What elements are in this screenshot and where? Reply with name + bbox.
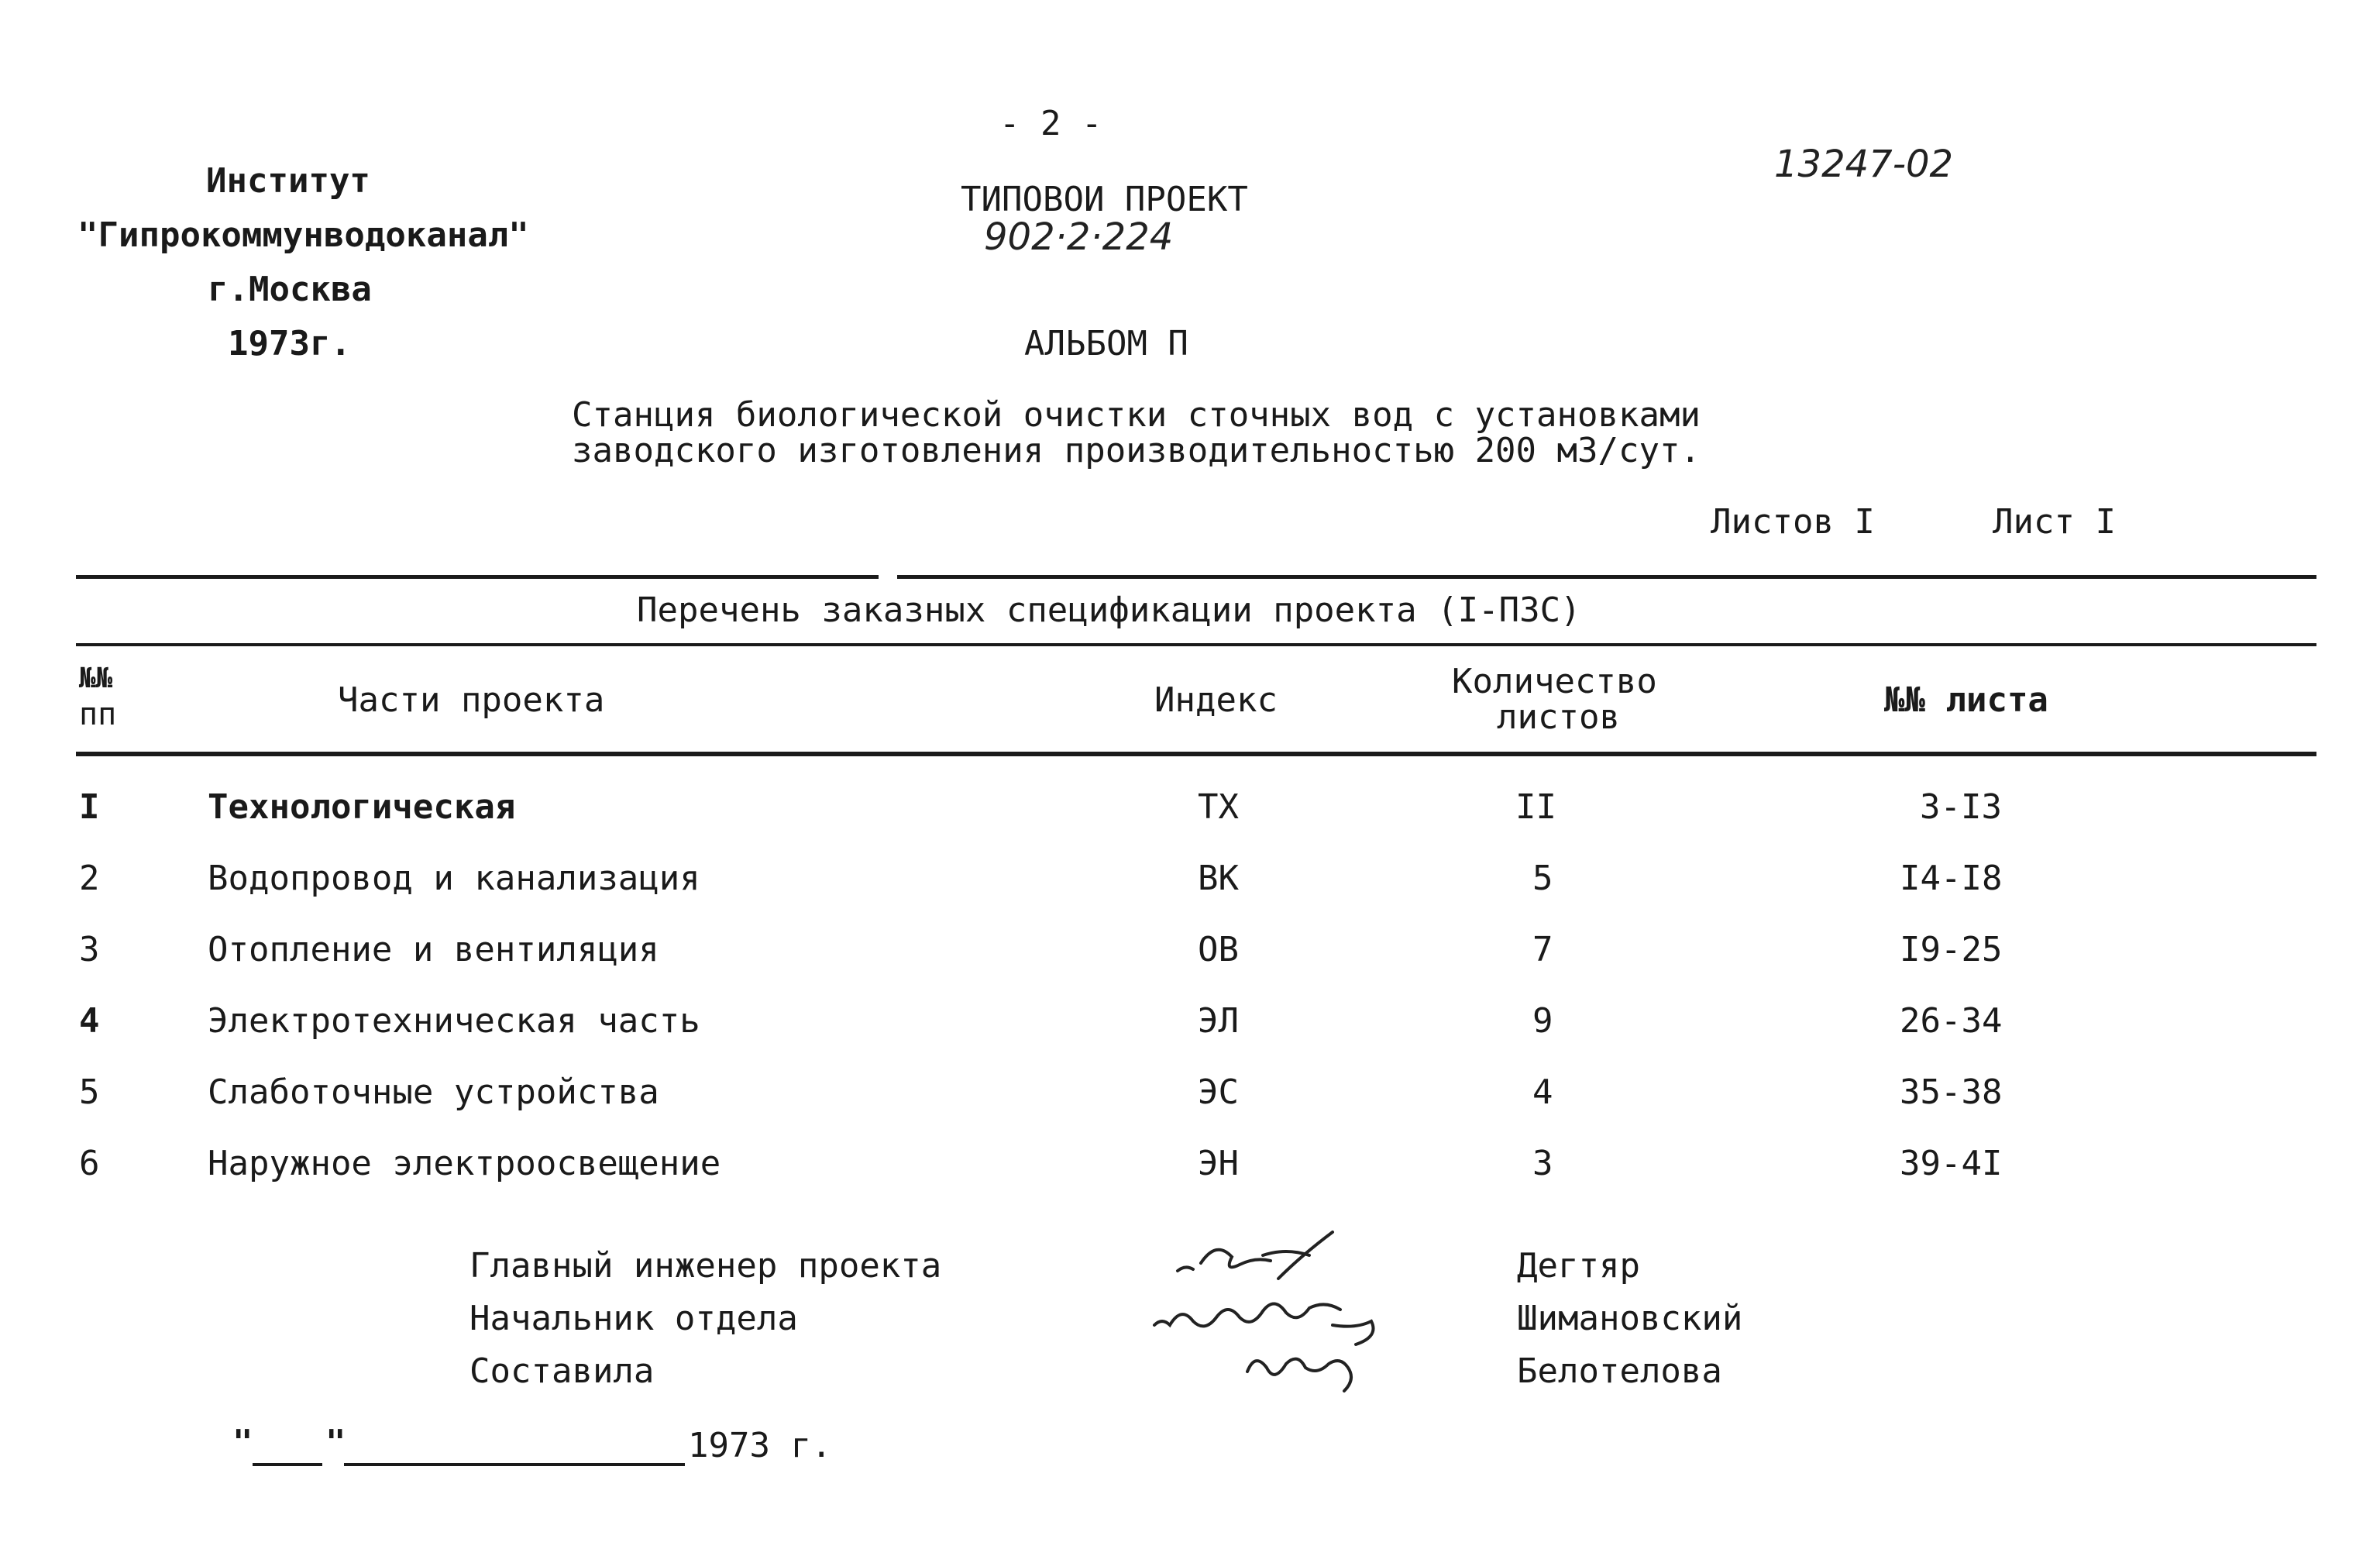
date-quote-open: " — [232, 1423, 253, 1462]
row-sheets: 26-34 — [1900, 1001, 2003, 1041]
row-num: 3 — [79, 930, 100, 969]
row-sheets: 35-38 — [1900, 1072, 2003, 1112]
row-index: ЭЛ — [1198, 1001, 1239, 1041]
row-part: Водопровод и канализация — [208, 859, 700, 898]
row-part: Технологическая — [208, 787, 516, 827]
role-chief-engineer: Главный инженер проекта — [469, 1246, 942, 1286]
table-top-rule-right — [897, 575, 2316, 579]
table-caption: Перечень заказных спецификации проекта (I-ПЗС) — [637, 590, 1581, 630]
row-sheets: 3-I3 — [1920, 787, 2002, 827]
header-num-line-1: №№ — [79, 663, 113, 694]
row-count: 4 — [1532, 1072, 1553, 1112]
row-count: 5 — [1532, 859, 1553, 898]
row-index: ТХ — [1198, 787, 1239, 827]
row-num: 2 — [79, 859, 100, 898]
header-part: Части проекта — [338, 680, 605, 720]
title-line-1: Станция биологической очистки сточных вод с установками — [572, 395, 1701, 435]
institute-line-1: Институт — [206, 161, 370, 201]
row-count: 7 — [1532, 930, 1553, 969]
header-bottom-rule — [76, 752, 2316, 756]
handwritten-signatures — [1147, 1217, 1457, 1403]
table-top-rule-left — [76, 575, 879, 579]
row-num: I — [79, 787, 100, 827]
sheet-number: Лист I — [1993, 502, 2116, 542]
title-line-2: заводского изготовления производительностью 200 м3/сут. — [572, 431, 1701, 470]
header-count-line-1: Количество — [1452, 662, 1657, 701]
row-sheets: I9-25 — [1900, 930, 2003, 969]
row-index: ВК — [1198, 859, 1239, 898]
row-part: Наружное электроосвещение — [208, 1144, 721, 1183]
institute-line-3: г.Москва — [208, 270, 372, 309]
row-index: ЭС — [1198, 1072, 1239, 1112]
name-department-head: Шимановский — [1517, 1299, 1743, 1338]
page-number: - 2 - — [999, 104, 1102, 143]
row-count: 3 — [1532, 1144, 1553, 1183]
sheets-total: Листов I — [1711, 502, 1875, 542]
row-num: 5 — [79, 1072, 100, 1112]
row-part: Отопление и вентиляция — [208, 930, 659, 969]
header-count-line-2: листов — [1497, 697, 1620, 737]
role-compiler: Составила — [469, 1351, 655, 1391]
row-index: ЭН — [1198, 1144, 1239, 1183]
signature-1 — [1178, 1232, 1333, 1279]
caption-bottom-rule — [76, 643, 2316, 646]
signature-3 — [1247, 1359, 1351, 1391]
date-year: 1973 г. — [688, 1426, 832, 1465]
row-count: 9 — [1532, 1001, 1553, 1041]
header-index: Индекс — [1154, 680, 1278, 720]
document-number: 13247-02 — [1774, 143, 1954, 186]
row-sheets: I4-I8 — [1900, 859, 2003, 898]
institute-line-2: "Гипрокоммунводоканал" — [77, 215, 529, 255]
album-label: АЛЬБОМ П — [1024, 324, 1188, 363]
row-part: Электротехническая часть — [208, 1001, 700, 1041]
row-num: 6 — [79, 1144, 100, 1183]
row-part: Слаботочные устройства — [208, 1072, 659, 1112]
row-sheets: 39-4I — [1900, 1144, 2003, 1183]
date-month-blank — [344, 1463, 685, 1466]
name-compiler: Белотелова — [1517, 1351, 1722, 1391]
institute-line-4: 1973г. — [228, 324, 351, 363]
row-count: II — [1515, 787, 1556, 827]
date-quote-close: " — [325, 1423, 346, 1462]
name-chief-engineer: Дегтяр — [1517, 1246, 1640, 1286]
project-type: ТИПОВОИ ПРОЕКТ — [961, 180, 1248, 219]
row-num: 4 — [79, 1001, 100, 1041]
signature-2 — [1154, 1303, 1374, 1344]
project-code: 902·2·224 — [984, 215, 1174, 259]
header-sheets: №№ листа — [1884, 680, 2048, 720]
role-department-head: Начальник отдела — [469, 1299, 798, 1338]
header-num-line-2: пп — [79, 697, 117, 732]
row-index: ОВ — [1198, 930, 1239, 969]
date-day-blank — [253, 1463, 322, 1466]
